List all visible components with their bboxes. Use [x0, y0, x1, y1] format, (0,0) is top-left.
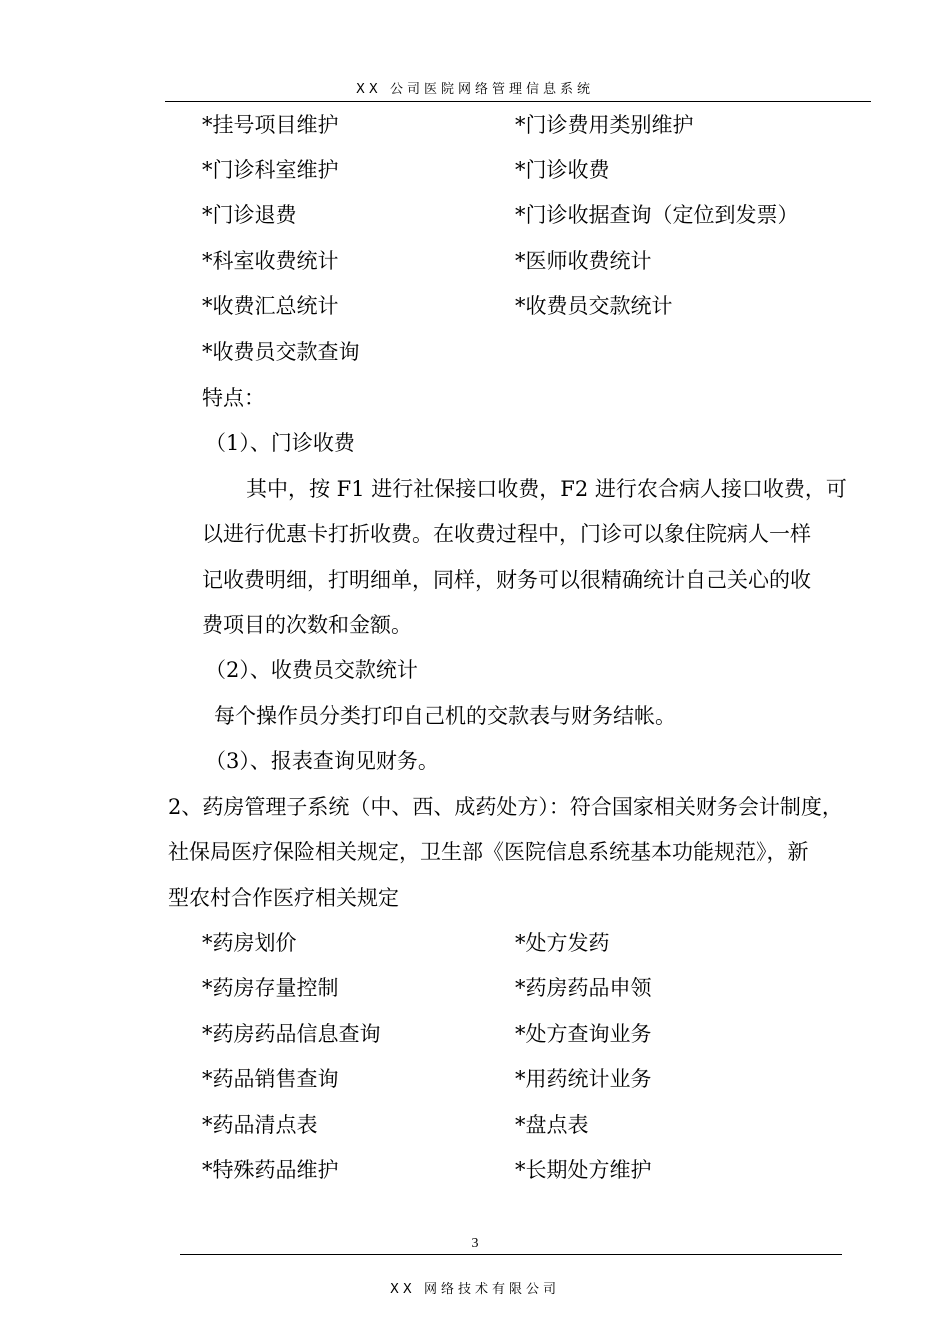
list-item: *盘点表 [515, 1113, 589, 1137]
list-item: *门诊科室维护 [202, 158, 339, 182]
paragraph-line: 以进行优惠卡打折收费。在收费过程中，门诊可以象住院病人一样 [202, 522, 811, 546]
list-item: *门诊退费 [202, 203, 297, 227]
header-divider [165, 101, 871, 102]
list-item: *特殊药品维护 [202, 1158, 339, 1182]
paragraph-line: 费项目的次数和金额。 [202, 613, 412, 637]
section-heading-line: 2、药房管理子系统（中、西、成药处方）：符合国家相关财务会计制度， [168, 795, 843, 819]
list-item: *门诊收费 [515, 158, 610, 182]
header-title: XX 公司医院网络管理信息系统 [356, 82, 594, 97]
list-item: *收费员交款查询 [202, 340, 360, 364]
footer-divider [180, 1254, 842, 1255]
list-item: *药房药品信息查询 [202, 1022, 381, 1046]
list-item: *挂号项目维护 [202, 113, 339, 137]
list-item: *药品销售查询 [202, 1067, 339, 1091]
section-heading-line: 型农村合作医疗相关规定 [168, 886, 399, 910]
features-heading: 特点： [202, 386, 265, 410]
list-item: *药房划价 [202, 931, 297, 955]
footer-company: XX 网络技术有限公司 [390, 1282, 560, 1297]
paragraph-line: 记收费明细，打明细单，同样，财务可以很精确统计自己关心的收 [202, 568, 811, 592]
list-item: *医师收费统计 [515, 249, 652, 273]
feature-item-title: （2）、收费员交款统计 [205, 658, 418, 682]
list-item: *药品清点表 [202, 1113, 318, 1137]
list-item: *长期处方维护 [515, 1158, 652, 1182]
list-item: *收费汇总统计 [202, 294, 339, 318]
list-item: *科室收费统计 [202, 249, 339, 273]
page-number: 3 [471, 1236, 479, 1251]
paragraph-line: 其中，按 F1 进行社保接口收费，F2 进行农合病人接口收费，可 [246, 477, 847, 501]
list-item: *药房药品申领 [515, 976, 652, 1000]
feature-item-title: （1）、门诊收费 [205, 431, 355, 455]
list-item: *门诊收据查询（定位到发票） [515, 203, 799, 227]
list-item: *用药统计业务 [515, 1067, 652, 1091]
section-heading-line: 社保局医疗保险相关规定，卫生部《医院信息系统基本功能规范》，新 [168, 840, 809, 864]
feature-item-title: （3）、报表查询见财务。 [205, 749, 439, 773]
paragraph-line: 每个操作员分类打印自己机的交款表与财务结帐。 [214, 704, 676, 728]
list-item: *收费员交款统计 [515, 294, 673, 318]
list-item: *门诊费用类别维护 [515, 113, 694, 137]
list-item: *处方发药 [515, 931, 610, 955]
list-item: *处方查询业务 [515, 1022, 652, 1046]
list-item: *药房存量控制 [202, 976, 339, 1000]
